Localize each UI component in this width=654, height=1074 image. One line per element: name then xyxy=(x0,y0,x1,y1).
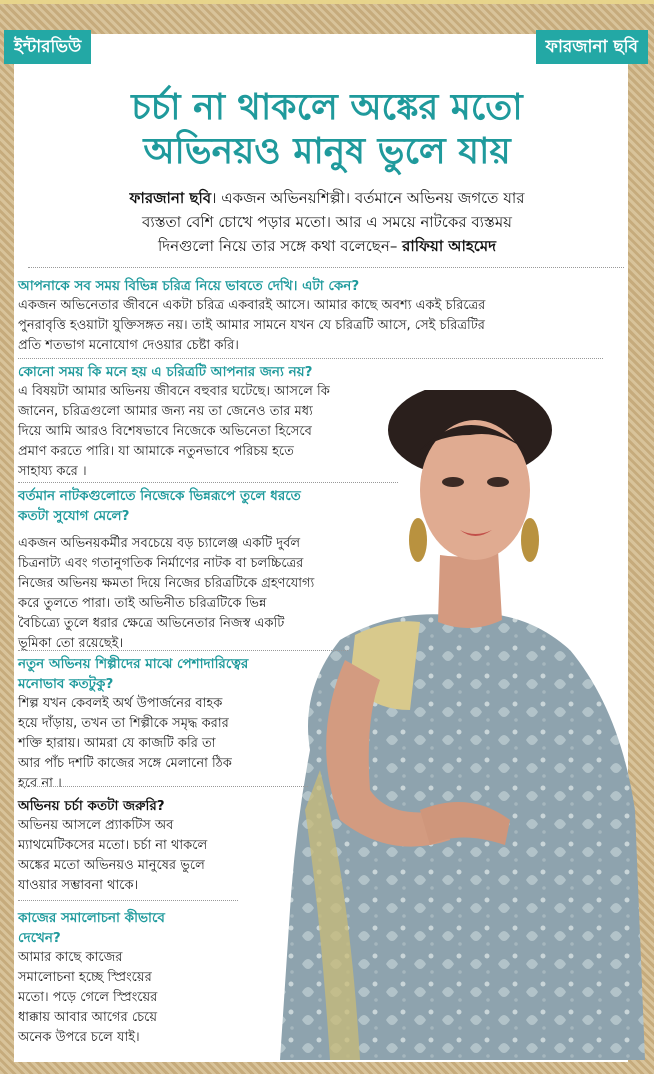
question-1: আপনাকে সব সময় বিভিন্ন চরিত্র নিয়ে ভাবতে দেখি। এটা কেন? xyxy=(18,278,360,294)
answer-2-line: দিয়ে আমি আরও বিশেষভাবে নিজেকে অভিনেতা হিসেবে xyxy=(18,424,312,439)
qa-block-6 xyxy=(18,908,258,1048)
intro-name: ফারজানা ছবি xyxy=(129,189,212,207)
answer-6-line: মতো। পড়ে গেলে স্প্রিংয়ের xyxy=(18,990,158,1005)
qa-block-4 xyxy=(18,654,338,794)
question-3: বর্তমান নাটকগুলোতে নিজেকে ভিন্নরূপে তুলে ধরতে xyxy=(18,488,301,504)
answer-1-line: পুনরাবৃত্তি হওয়াটা যুক্তিসঙ্গত নয়। তাই আমার সামনে যখন যে চরিত্রটি আসে, সেই চরিত্রটির xyxy=(18,318,485,333)
answer-3-line: নিজের অভিনয় ক্ষমতা দিয়ে নিজের চরিত্রটিকে গ্রহণযোগ্য xyxy=(18,576,315,591)
answer-6-line: সমালোচনা হচ্ছে স্প্রিংয়ের xyxy=(18,970,152,985)
answer-4-line: আর পাঁচ দশটি কাজের সঙ্গে মেলানো ঠিক xyxy=(18,756,232,771)
answer-6-line: অনেক উপরে চলে যাই। xyxy=(18,1030,140,1045)
qa-divider xyxy=(18,482,398,483)
top-border xyxy=(0,0,654,4)
answer-5-line: অভিনয় আসলে প্র্যাকটিস অব xyxy=(18,818,174,833)
answer-3-line: করে তুলতে পারা। তাই অভিনীত চরিত্রটিকে ভিন্ন xyxy=(18,596,267,611)
answer-1-line: প্রতি শতভাগ মনোযোগ দেওয়ার চেষ্টা করি। xyxy=(18,338,239,353)
answer-3-line: একজন অভিনয়কর্মীর সবচেয়ে বড় চ্যালেঞ্জ একটি দুর্বল xyxy=(18,536,301,551)
qa-divider xyxy=(18,358,603,359)
answer-2-line: এ বিষয়টা আমার অভিনয় জীবনে বহুবার ঘটেছে। আসলে কি xyxy=(18,384,330,399)
qa-block-2 xyxy=(18,362,418,482)
answer-6-line: ধাক্কায় আবার আগের চেয়ে xyxy=(18,1010,157,1025)
headline xyxy=(30,86,624,174)
answer-5-line: অঙ্কের মতো অভিনয়ও মানুষের ভুলে xyxy=(18,858,205,873)
answer-2-line: জানেন, চরিত্রগুলো আমার জন্য নয় তা জেনেও তার মধ্য xyxy=(18,404,313,419)
interviewee-tag: ফারজানা ছবি xyxy=(536,30,648,64)
answer-2-line: সাহায্য করে । xyxy=(18,464,87,479)
answer-4-line: হবে না । xyxy=(18,776,62,791)
question-5: অভিনয় চর্চা কতটা জরুরি? xyxy=(18,798,165,814)
qa-divider xyxy=(18,786,308,787)
headline-line-1: চর্চা না থাকলে অঙ্কের মতো xyxy=(131,87,523,128)
qa-block-3 xyxy=(18,486,418,654)
intro-line-2: ব্যস্ততা বেশি চোখে পড়ার মতো। আর এ সময়ে নাটকের ব্যস্তময় xyxy=(142,213,512,231)
question-4: নতুন অভিনয় শিল্পীদের মাঝে পেশাদারিত্বের xyxy=(18,656,249,672)
headline-line-2: অভিনয়ও মানুষ ভুলে যায় xyxy=(143,131,511,172)
qa-divider xyxy=(18,650,348,651)
answer-3-line: বৈচিত্র্যে তুলে ধরার ক্ষেত্রে অভিনেতার নিজস্ব একটি xyxy=(18,616,285,631)
answer-3-line: চিত্রনাট্য এবং গতানুগতিক নির্মাণের নাটক বা চলচ্চিত্রের xyxy=(18,556,304,571)
intro-author: রাফিয়া আহমেদ xyxy=(402,237,497,255)
question-6: কাজের সমালোচনা কীভাবে xyxy=(18,910,165,926)
section-tag: ইন্টারভিউ xyxy=(4,30,91,64)
intro-line-3: দিনগুলো নিয়ে তার সঙ্গে কথা বলেছেন– xyxy=(157,237,398,255)
qa-block-5 xyxy=(18,796,318,896)
intro-paragraph xyxy=(30,186,624,258)
question-2: কোনো সময় কি মনে হয় এ চরিত্রটি আপনার জন্য নয়? xyxy=(18,364,313,380)
answer-5-line: যাওয়ার সম্ভাবনা থাকে। xyxy=(18,878,139,893)
intro-divider xyxy=(28,267,624,268)
answer-3-line: ভূমিকা তো রয়েছেই। xyxy=(18,636,124,651)
answer-4-line: শক্তি হারায়। আমরা যে কাজটি করি তা xyxy=(18,736,216,751)
answer-2-line: প্রমাণ করতে পারি। যা আমাকে নতুনভাবে পরিচয় হতে xyxy=(18,444,294,459)
answer-4-line: শিল্প যখন কেবলই অর্থ উপার্জনের বাহক xyxy=(18,696,223,711)
answer-4-line: হয়ে দাঁড়ায়, তখন তা শিল্পীকে সমৃদ্ধ করার xyxy=(18,716,229,731)
answer-1-line: একজন অভিনেতার জীবনে একটা চরিত্র একবারই আসে। আমার কাছে অবশ্য একই চরিত্রের xyxy=(18,298,486,313)
question-3-cont: কতটা সুযোগ মেলে? xyxy=(18,508,130,524)
qa-divider xyxy=(18,900,238,901)
qa-block-1 xyxy=(18,276,603,356)
answer-5-line: ম্যাথমেটিকসের মতো। চর্চা না থাকলে xyxy=(18,838,208,853)
intro-line-1: । একজন অভিনয়শিল্পী। বর্তমানে অভিনয় জগতে যার xyxy=(211,189,525,207)
answer-6-line: আমার কাছে কাজের xyxy=(18,950,123,965)
question-4-cont: মনোভাব কতটুকু? xyxy=(18,676,114,692)
question-6-cont: দেখেন? xyxy=(18,930,61,946)
